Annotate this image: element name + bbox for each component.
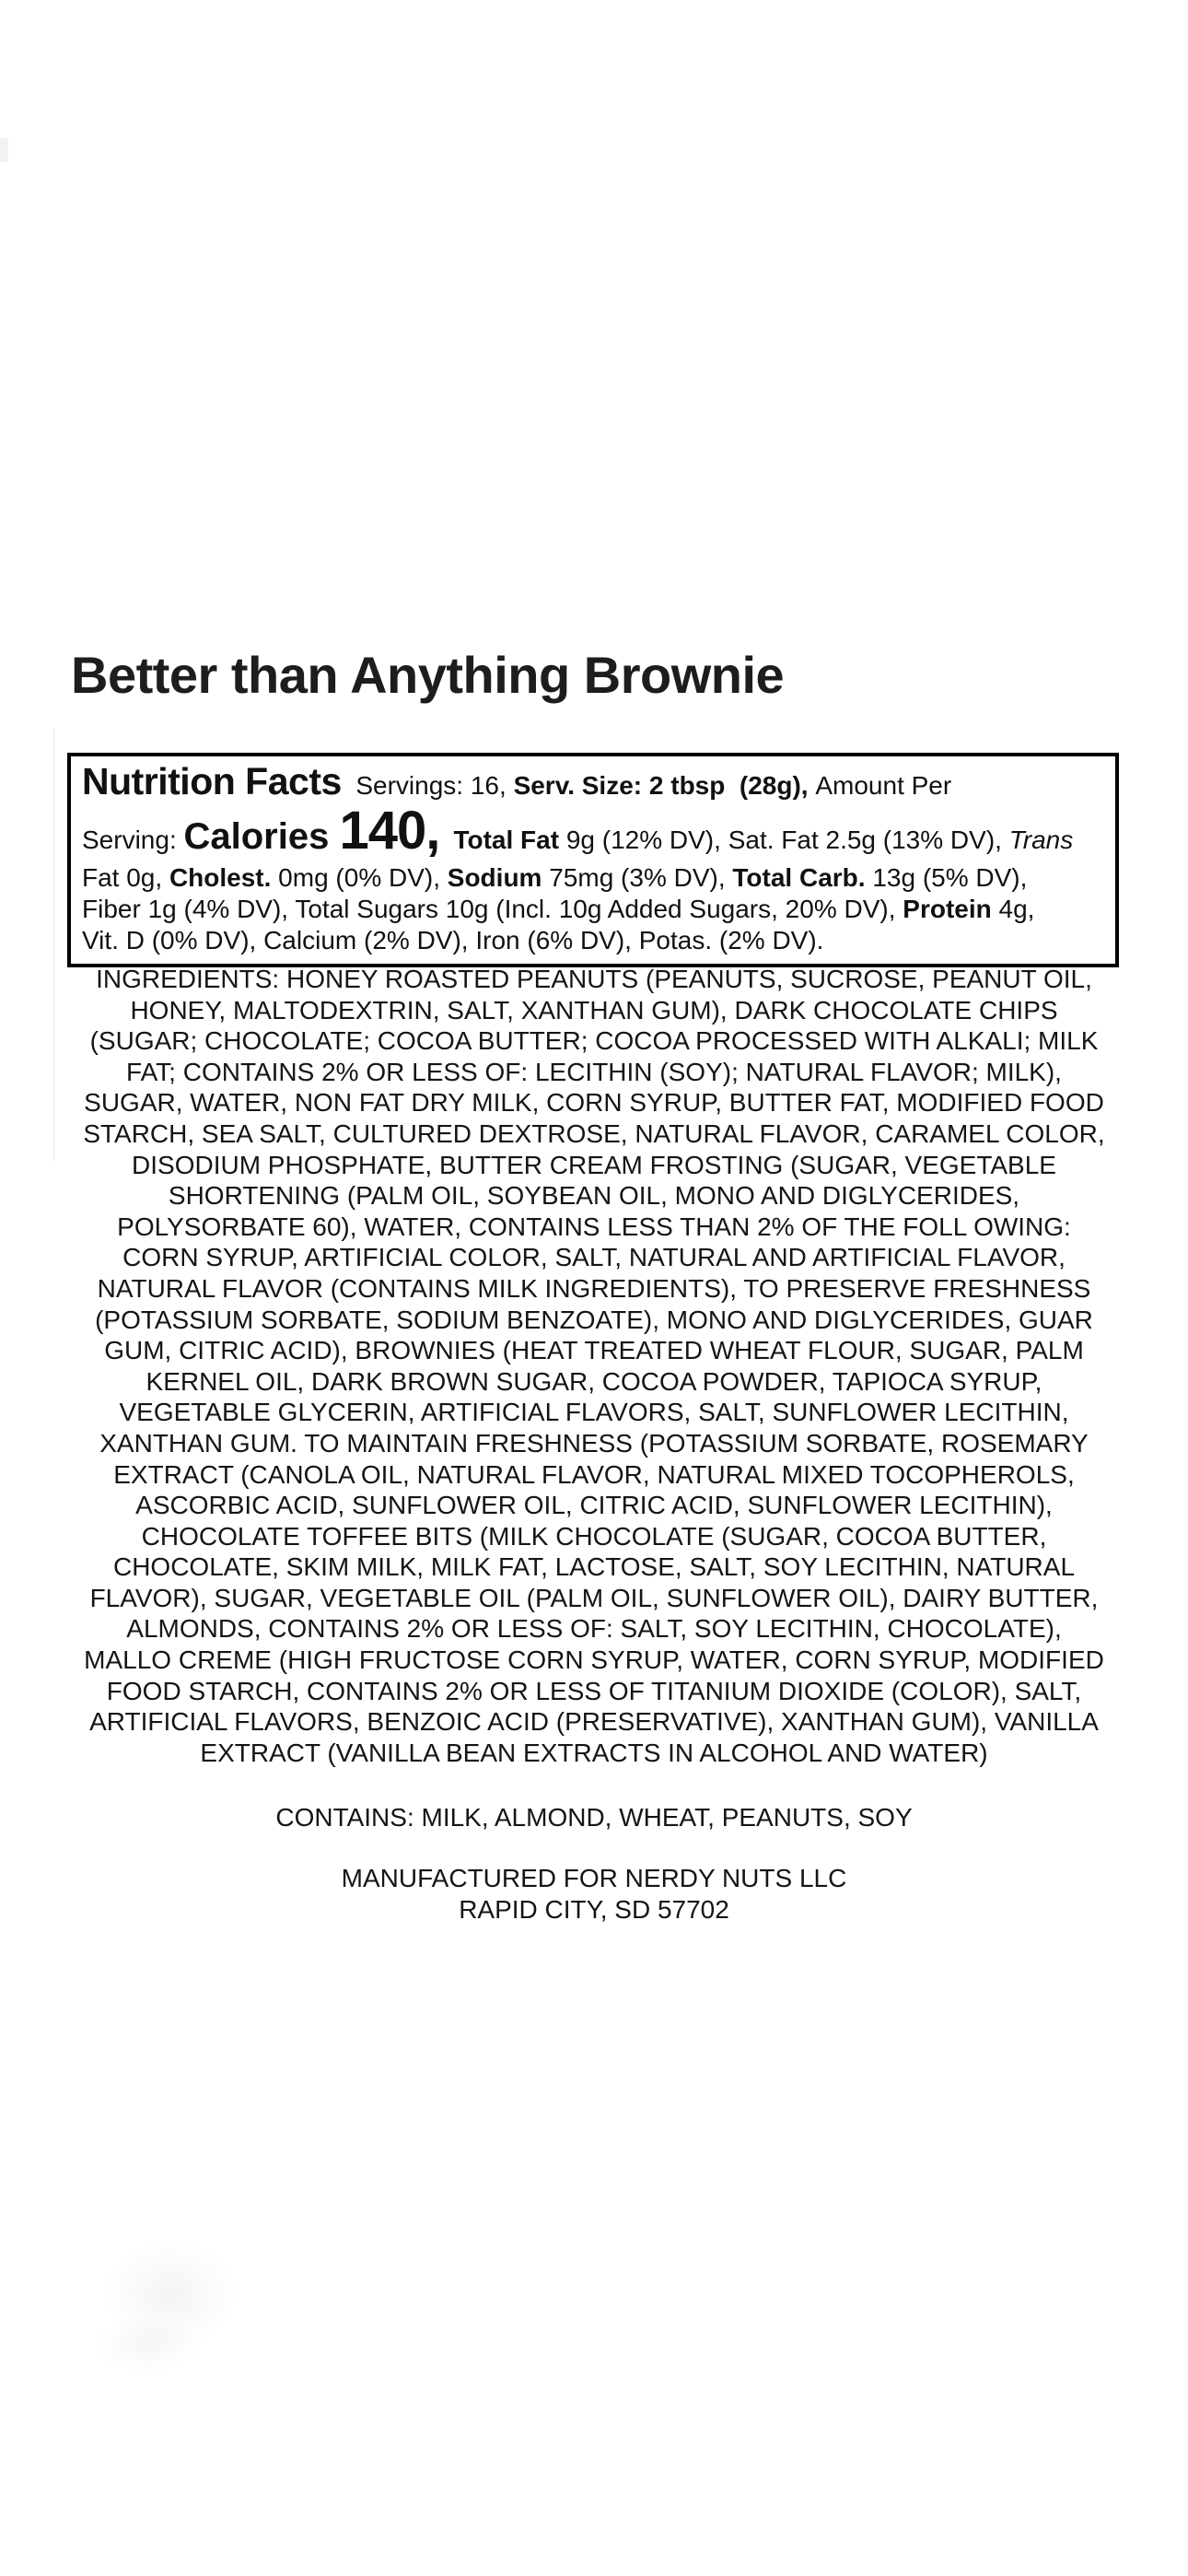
ingredient-line: INGREDIENTS: HONEY ROASTED PEANUTS (PEANUTS, SUCROSE, PEANUT OIL, bbox=[96, 965, 1092, 993]
nutrition-facts-segment: Fiber 1g (4% DV), Total Sugars 10g (Incl. 10g Added Sugars, 20% DV), bbox=[82, 895, 903, 923]
ingredient-line: CHOCOLATE TOFFEE BITS (MILK CHOCOLATE (SUGAR, COCOA BUTTER, bbox=[141, 1521, 1047, 1551]
ingredient-line: CORN SYRUP, ARTIFICIAL COLOR, SALT, NATURAL AND ARTIFICIAL FLAVOR, bbox=[122, 1243, 1066, 1272]
scan-artifact bbox=[101, 2239, 239, 2349]
ingredient-line: GUM, CITRIC ACID), BROWNIES (HEAT TREATED WHEAT FLOUR, SUGAR, PALM bbox=[104, 1336, 1084, 1365]
nutrition-facts-line bbox=[82, 925, 1104, 956]
nutrition-facts-box bbox=[67, 753, 1119, 967]
ingredients-list bbox=[0, 964, 1188, 1768]
allergen-line: CONTAINS: MILK, ALMOND, WHEAT, PEANUTS, SOY bbox=[275, 1803, 913, 1832]
ingredient-line: MALLO CREME (HIGH FRUCTOSE CORN SYRUP, WATER, CORN SYRUP, MODIFIED bbox=[84, 1645, 1104, 1675]
nutrition-facts-segment: 9g (12% DV), Sat. Fat 2.5g (13% DV), bbox=[565, 825, 1009, 854]
ingredient-line: EXTRACT (CANOLA OIL, NATURAL FLAVOR, NATURAL MIXED TOCOPHEROLS, bbox=[113, 1459, 1075, 1489]
ingredient-line: VEGETABLE GLYCERIN, ARTIFICIAL FLAVORS, SALT, SUNFLOWER LECITHIN, bbox=[119, 1398, 1069, 1427]
nutrition-facts-segment: Servings: 16, bbox=[341, 771, 514, 800]
nutrition-facts-segment: Protein bbox=[903, 895, 999, 923]
nutrition-facts-segment: Total Carb. bbox=[732, 863, 873, 892]
scan-artifact bbox=[0, 138, 8, 162]
nutrition-facts-line bbox=[82, 862, 1104, 894]
ingredient-line: FOOD STARCH, CONTAINS 2% OR LESS OF TITANIUM DIOXIDE (COLOR), SALT, bbox=[106, 1676, 1082, 1705]
nutrition-facts-segment: Amount Per bbox=[815, 771, 952, 800]
nutrition-facts-segment: Calories bbox=[183, 816, 340, 857]
ingredient-line: NATURAL FLAVOR (CONTAINS MILK INGREDIENTS), TO PRESERVE FRESHNESS bbox=[97, 1273, 1091, 1303]
nutrition-facts-segment: Vit. D (0% DV), Calcium (2% DV), Iron (6% DV), Potas. (2% DV). bbox=[82, 926, 824, 954]
scan-artifact bbox=[92, 2317, 203, 2372]
ingredient-line: (POTASSIUM SORBATE, SODIUM BENZOATE), MONO AND DIGLYCERIDES, GUAR bbox=[95, 1305, 1093, 1334]
nutrition-facts-segment: Fat 0g, bbox=[82, 863, 169, 892]
ingredient-line: POLYSORBATE 60), WATER, CONTAINS LESS THAN 2% OF THE FOLL OWING: bbox=[117, 1212, 1071, 1241]
nutrition-facts-segment: 4g, bbox=[998, 895, 1035, 923]
ingredient-line: SUGAR, WATER, NON FAT DRY MILK, CORN SYRUP, BUTTER FAT, MODIFIED FOOD bbox=[84, 1088, 1104, 1118]
ingredient-line: ALMONDS, CONTAINS 2% OR LESS OF: SALT, SOY LECITHIN, CHOCOLATE), bbox=[126, 1614, 1062, 1644]
nutrition-facts-segment: 75mg (3% DV), bbox=[549, 863, 733, 892]
manufacturer-line: MANUFACTURED FOR NERDY NUTS LLC bbox=[341, 1864, 847, 1892]
nutrition-facts-segment: Total Fat bbox=[453, 825, 566, 854]
nutrition-facts-segment: Sodium bbox=[447, 863, 550, 892]
product-title: Better than Anything Brownie bbox=[71, 646, 785, 704]
ingredient-line: HONEY, MALTODEXTRIN, SALT, XANTHAN GUM), DARK CHOCOLATE CHIPS bbox=[130, 995, 1058, 1025]
ingredient-line: EXTRACT (VANILLA BEAN EXTRACTS IN ALCOHOL AND WATER) bbox=[200, 1738, 988, 1767]
nutrition-facts-segment: 0mg (0% DV), bbox=[278, 863, 448, 892]
ingredient-line: FAT; CONTAINS 2% OR LESS OF: LECITHIN (SOY); NATURAL FLAVOR; MILK), bbox=[126, 1057, 1062, 1086]
nutrition-facts-segment: Trans bbox=[1008, 825, 1074, 854]
ingredient-line: XANTHAN GUM. TO MAINTAIN FRESHNESS (POTASSIUM SORBATE, ROSEMARY bbox=[99, 1428, 1089, 1458]
nutrition-facts-segment: Nutrition Facts bbox=[82, 760, 342, 802]
nutrition-facts-line bbox=[82, 758, 1104, 809]
nutrition-facts-segment: 140, bbox=[339, 801, 454, 861]
ingredient-line: DISODIUM PHOSPHATE, BUTTER CREAM FROSTING (SUGAR, VEGETABLE bbox=[132, 1150, 1056, 1179]
nutrition-facts-segment: Cholest. bbox=[169, 863, 279, 892]
ingredient-line: (SUGAR; CHOCOLATE; COCOA BUTTER; COCOA PROCESSED WITH ALKALI; MILK bbox=[89, 1026, 1099, 1056]
manufacturer-info bbox=[0, 1863, 1188, 1925]
nutrition-facts-segment: 13g (5% DV), bbox=[872, 863, 1028, 892]
allergen-statement bbox=[0, 1802, 1188, 1833]
ingredient-line: ASCORBIC ACID, SUNFLOWER OIL, CITRIC ACID, SUNFLOWER LECITHIN), bbox=[135, 1491, 1053, 1520]
ingredient-line: CHOCOLATE, SKIM MILK, MILK FAT, LACTOSE, SALT, SOY LECITHIN, NATURAL bbox=[112, 1552, 1076, 1582]
manufacturer-line: RAPID CITY, SD 57702 bbox=[459, 1894, 729, 1924]
nutrition-facts-line bbox=[82, 801, 1104, 862]
nutrition-facts-segment: Serv. Size: 2 tbsp (28g), bbox=[513, 771, 816, 800]
nutrition-facts-line bbox=[82, 894, 1104, 925]
ingredient-line: STARCH, SEA SALT, CULTURED DEXTROSE, NATURAL FLAVOR, CARAMEL COLOR, bbox=[83, 1118, 1105, 1148]
ingredient-line: SHORTENING (PALM OIL, SOYBEAN OIL, MONO AND DIGLYCERIDES, bbox=[168, 1181, 1020, 1211]
ingredient-line: KERNEL OIL, DARK BROWN SUGAR, COCOA POWDER, TAPIOCA SYRUP, bbox=[146, 1366, 1042, 1396]
ingredient-line: ARTIFICIAL FLAVORS, BENZOIC ACID (PRESERVATIVE), XANTHAN GUM), VANILLA bbox=[89, 1707, 1099, 1737]
nutrition-facts-segment: Serving: bbox=[82, 825, 184, 854]
ingredient-line: FLAVOR), SUGAR, VEGETABLE OIL (PALM OIL, SUNFLOWER OIL), DAIRY BUTTER, bbox=[89, 1583, 1099, 1612]
